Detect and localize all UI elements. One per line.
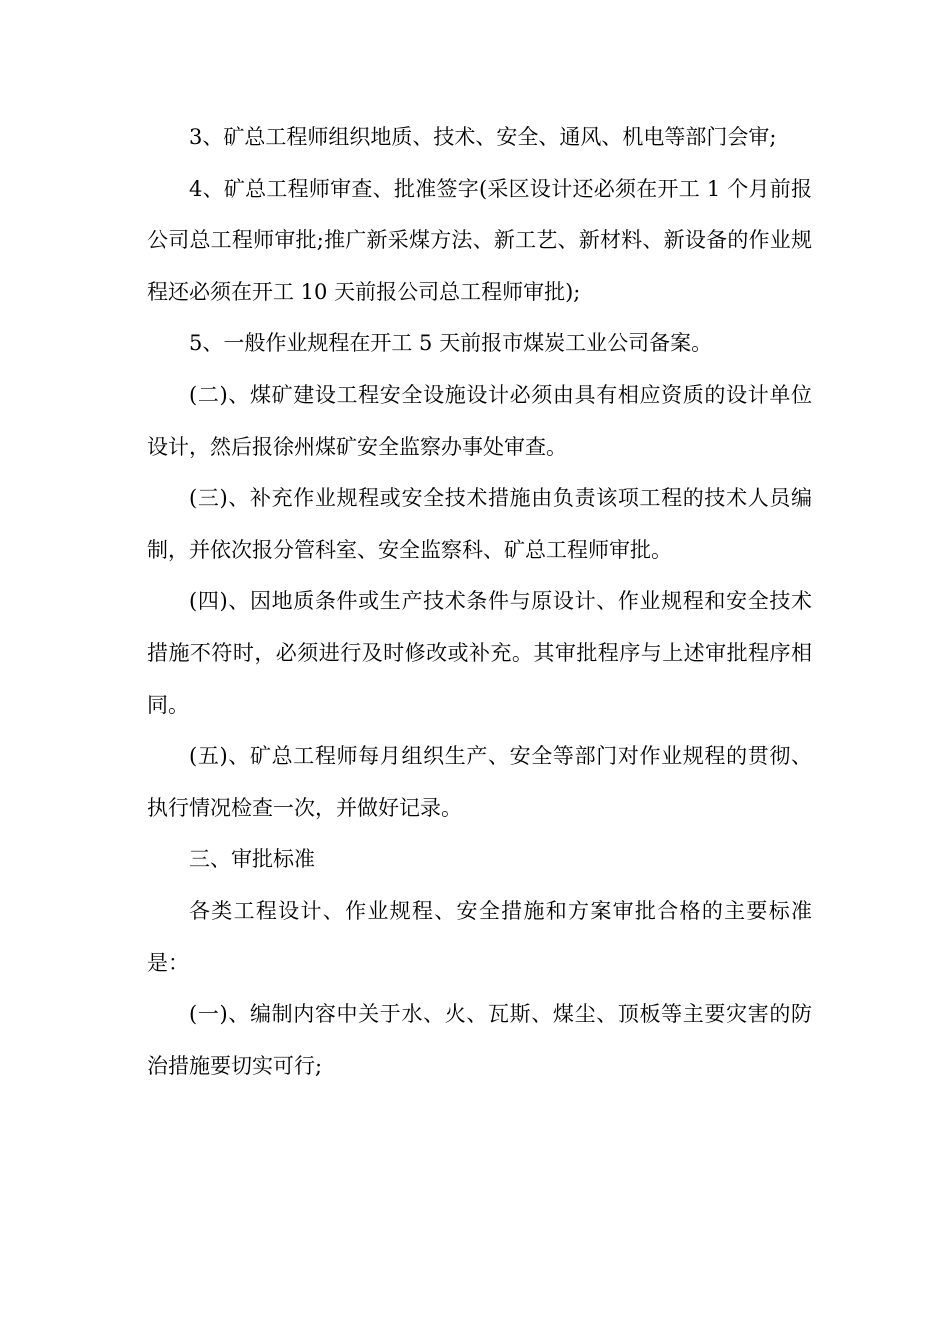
paragraph-general-filing: 5、一般作业规程在开工 5 天前报市煤炭工业公司备案。 [189, 331, 713, 356]
document-body [147, 112, 812, 1092]
paragraph-supplementary-rules: (三)、补充作业规程或安全技术措施由负责该项工程的技术人员编制，并依次报分管科室、安全监察科、矿总工程师审批。 [147, 486, 812, 562]
section-heading-approval-standard: 三、审批标准 [189, 847, 315, 872]
paragraph-standard-intro: 各类工程设计、作业规程、安全措施和方案审批合格的主要标准是： [147, 898, 812, 975]
paragraph-safety-facility-design: (二)、煤矿建设工程安全设施设计必须由具有相应资质的设计单位设计，然后报徐州煤矿安全监察办事处审查。 [147, 382, 812, 459]
paragraph-monthly-inspection: (五)、矿总工程师每月组织生产、安全等部门对作业规程的贯彻、执行情况检查一次，并做好记录。 [147, 744, 812, 820]
paragraph-review-meeting: 3、矿总工程师组织地质、技术、安全、通风、机电等部门会审; [189, 125, 777, 149]
paragraph-approval-signature: 4、矿总工程师审查、批准签字(采区设计还必须在开工 1 个月前报公司总工程师审批;推广新采煤方法、新工艺、新材料、新设备的作业规程还必须在开工 10 天前报公司总工程师审批); [147, 176, 812, 304]
paragraph-revision: (四)、因地质条件或生产技术条件与原设计、作业规程和安全技术措施不符时，必须进行及时修改或补充。其审批程序与上述审批程序相同。 [147, 589, 812, 717]
paragraph-standard-item-1: (一)、编制内容中关于水、火、瓦斯、煤尘、顶板等主要灾害的防治措施要切实可行; [147, 1002, 812, 1078]
